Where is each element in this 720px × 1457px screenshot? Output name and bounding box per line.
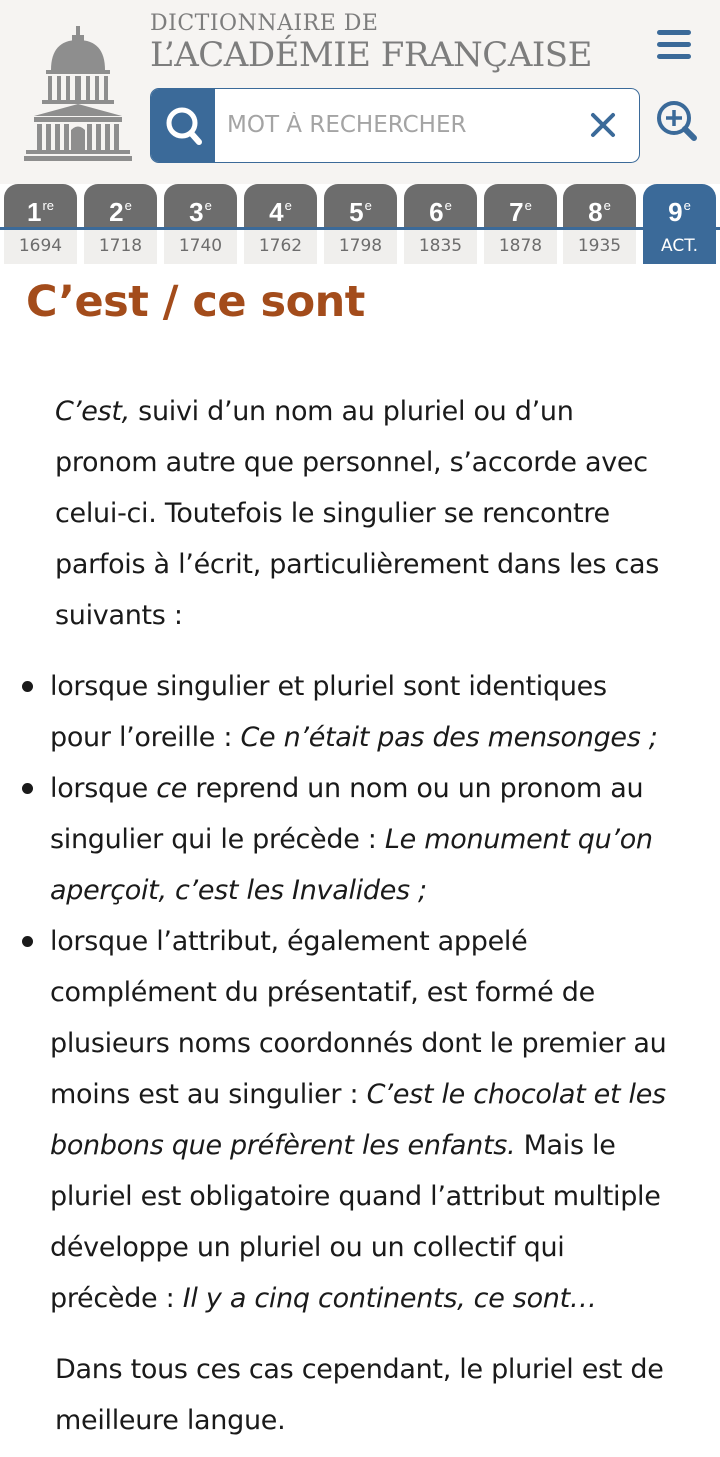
edition-year: 1935 (563, 230, 636, 264)
list-item: lorsque l’attribut, également appelé complément du présentatif, est formé de plusieurs noms coordonnés dont le premier au moins est au singulier : C’est le chocolat et les bonbons que préfèrent les enfants. Mais le pluriel est obligatoire quand l’attribut multiple développe un pluriel ou un collectif qui précède : Il y a cinq continents, ce sont… (0, 916, 720, 1324)
search-icon (151, 89, 215, 162)
pantheon-logo-icon[interactable] (24, 26, 132, 162)
edition-year: 1718 (84, 230, 157, 264)
hamburger-menu-icon[interactable] (654, 28, 696, 62)
conclusion-paragraph: Dans tous ces cas cependant, le pluriel est de meilleure langue. (55, 1354, 664, 1436)
intro-paragraph: C’est, suivi d’un nom au pluriel ou d’un pronom autre que personnel, s’accorde avec celui-ci. Toutefois le singulier se rencontre parfois à l’écrit, particulièrement dans les cas suivants : (55, 396, 660, 631)
site-header (0, 0, 720, 184)
search-input[interactable] (227, 103, 577, 147)
edition-year: 1762 (244, 230, 317, 264)
edition-year: 1835 (404, 230, 477, 264)
edition-tabs: 1re 1694 2e 1718 3e 1740 4e 1762 5e 1798 6e 1835 7e 1878 8e 1935 9e ACT. (0, 184, 720, 264)
list-item: lorsque singulier et pluriel sont identiques pour l’oreille : Ce n’était pas des mensonges ; (0, 661, 720, 763)
edition-year: 1878 (484, 230, 557, 264)
site-title[interactable]: L’ACADÉMIE FRANÇAISE (150, 35, 592, 75)
close-icon[interactable] (581, 103, 625, 147)
edition-year: 1694 (4, 230, 77, 264)
rule-list (0, 661, 720, 1324)
advanced-search-icon[interactable] (652, 98, 700, 146)
edition-year: 1740 (164, 230, 237, 264)
search-bar (150, 88, 640, 163)
entry-body (0, 386, 720, 1446)
site-title-prefix: DICTIONNAIRE DE (150, 11, 379, 36)
edition-year: ACT. (643, 230, 716, 264)
search-button[interactable] (151, 89, 215, 162)
list-item: lorsque ce reprend un nom ou un pronom au singulier qui le précède : Le monument qu’on aperçoit, c’est les Invalides ; (0, 763, 720, 916)
edition-year: 1798 (324, 230, 397, 264)
entry-title: C’est / ce sont (26, 277, 365, 327)
